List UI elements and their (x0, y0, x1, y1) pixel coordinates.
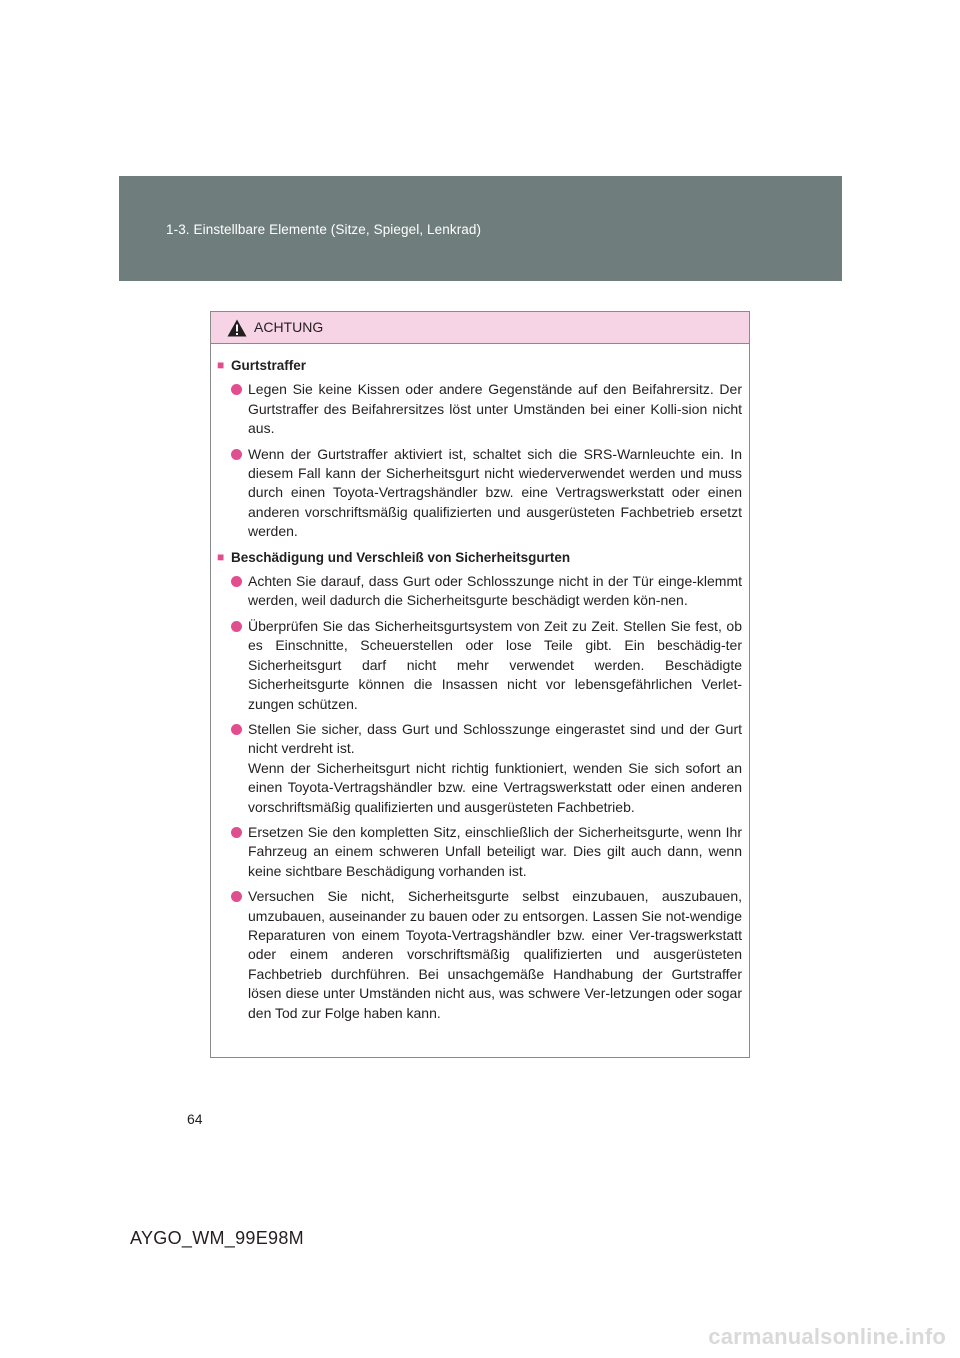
bullet-dot-icon (231, 724, 242, 735)
watermark: carmanualsonline.info (708, 1324, 946, 1349)
bullet-dot-icon (231, 449, 242, 460)
bullet-text: Stellen Sie sicher, dass Gurt und Schlosszunge eingerastet sind und der Gurt nicht verdreht ist. (248, 720, 742, 757)
bullet-text: Überprüfen Sie das Sicherheitsgurtsystem von Zeit zu Zeit. Stellen Sie fest, ob es Einschnitte, Scheuerstellen oder lose Teile gibt. Ein beschädig-ter Sicherheitsgurt darf nicht mehr verwendet werden. Beschädigte Sicherheitsgurte können die Insassen nicht vor lebensgefährlichen Verlet-zungen schützen. (248, 617, 742, 712)
bullet-dot-icon (231, 384, 242, 395)
warning-body (211, 344, 749, 1023)
bullet-text: Wenn der Gurtstraffer aktiviert ist, schaltet sich die SRS-Warnleuchte ein. In diesem Fall kann der Sicherheitsgurt nicht wiederverwendet werden und muss durch einen Toyota-Vertragshändler bzw. eine Vertragswerkstatt oder einen anderen vorschriftsmäßig qualifizierten und ausgerüsteten Fachbetrieb ersetzt werden. (248, 445, 742, 540)
bullet-text: Versuchen Sie nicht, Sicherheitsgurte selbst einzubauen, auszubauen, umzubauen, auseinander zu bauen oder zu entsorgen. Lassen Sie not-wendige Reparaturen von einem Toyota-Vertragshändler bzw. einer Ver-tragswerkstatt oder einem anderen vorschriftsmäßig qualifizierten und ausgerüsteten Fachbetrieb durchführen. Bei unsachgemäße Handhabung der Gurtstraffer lösen diese unter Umständen nicht aus, was schwere Ver-letzungen oder sogar den Tod zur Folge haben kann. (248, 888, 742, 1021)
warning-triangle-icon (227, 319, 247, 337)
bullet-dot-icon (231, 827, 242, 838)
warning-header (211, 312, 749, 344)
list-item (231, 572, 742, 611)
section-heading-text: Beschädigung und Verschleiß von Sicherheitsgurten (231, 549, 571, 565)
section-heading-text: Gurtstraffer (231, 358, 307, 373)
section-beschaedigung (217, 548, 742, 1023)
square-icon: ■ (217, 549, 225, 564)
header-band (119, 176, 842, 281)
list-item (231, 823, 742, 881)
section-heading (217, 356, 742, 375)
list-item (231, 617, 742, 714)
warning-title: ACHTUNG (254, 319, 324, 335)
list-item (231, 380, 742, 438)
section-gurtstraffer (217, 356, 742, 542)
document-code: AYGO_WM_99E98M (130, 1228, 304, 1248)
bullet-dot-icon (231, 576, 242, 587)
section-title: 1-3. Einstellbare Elemente (Sitze, Spiegel, Lenkrad) (166, 222, 482, 237)
bullet-dot-icon (231, 891, 242, 902)
square-icon: ■ (217, 358, 225, 372)
list-item (231, 720, 742, 817)
bullet-text: Wenn der Sicherheitsgurt nicht richtig funktioniert, wenden Sie sich sofort an einen Toyota-Vertragshändler bzw. eine Vertragswerkstatt oder einen anderen vorschriftsmäßig qualifizierten und ausgerüsteten Fachbetrieb. (248, 759, 742, 815)
bullet-text: Achten Sie darauf, dass Gurt oder Schlosszunge nicht in der Tür einge-klemmt werden, weil dadurch die Sicherheitsgurte beschädigt werden kön-nen. (248, 573, 742, 609)
section-heading (217, 548, 742, 567)
bullet-text: Ersetzen Sie den kompletten Sitz, einschließlich der Sicherheitsgurte, wenn Ihr Fahrzeug an einem schweren Unfall beteiligt war. Dies gilt auch dann, wenn keine sichtbare Beschädigung vorhanden ist. (248, 823, 742, 879)
bullet-text: Legen Sie keine Kissen oder andere Gegenstände auf den Beifahrersitz. Der Gurtstraffer des Beifahrersitzes löst unter Umständen bei einer Kolli-sion nicht aus. (248, 381, 742, 437)
bullet-dot-icon (231, 621, 242, 632)
list-item (231, 887, 742, 1023)
warning-box (210, 311, 750, 1058)
page-number: 64 (187, 1111, 203, 1127)
list-item (231, 445, 742, 542)
